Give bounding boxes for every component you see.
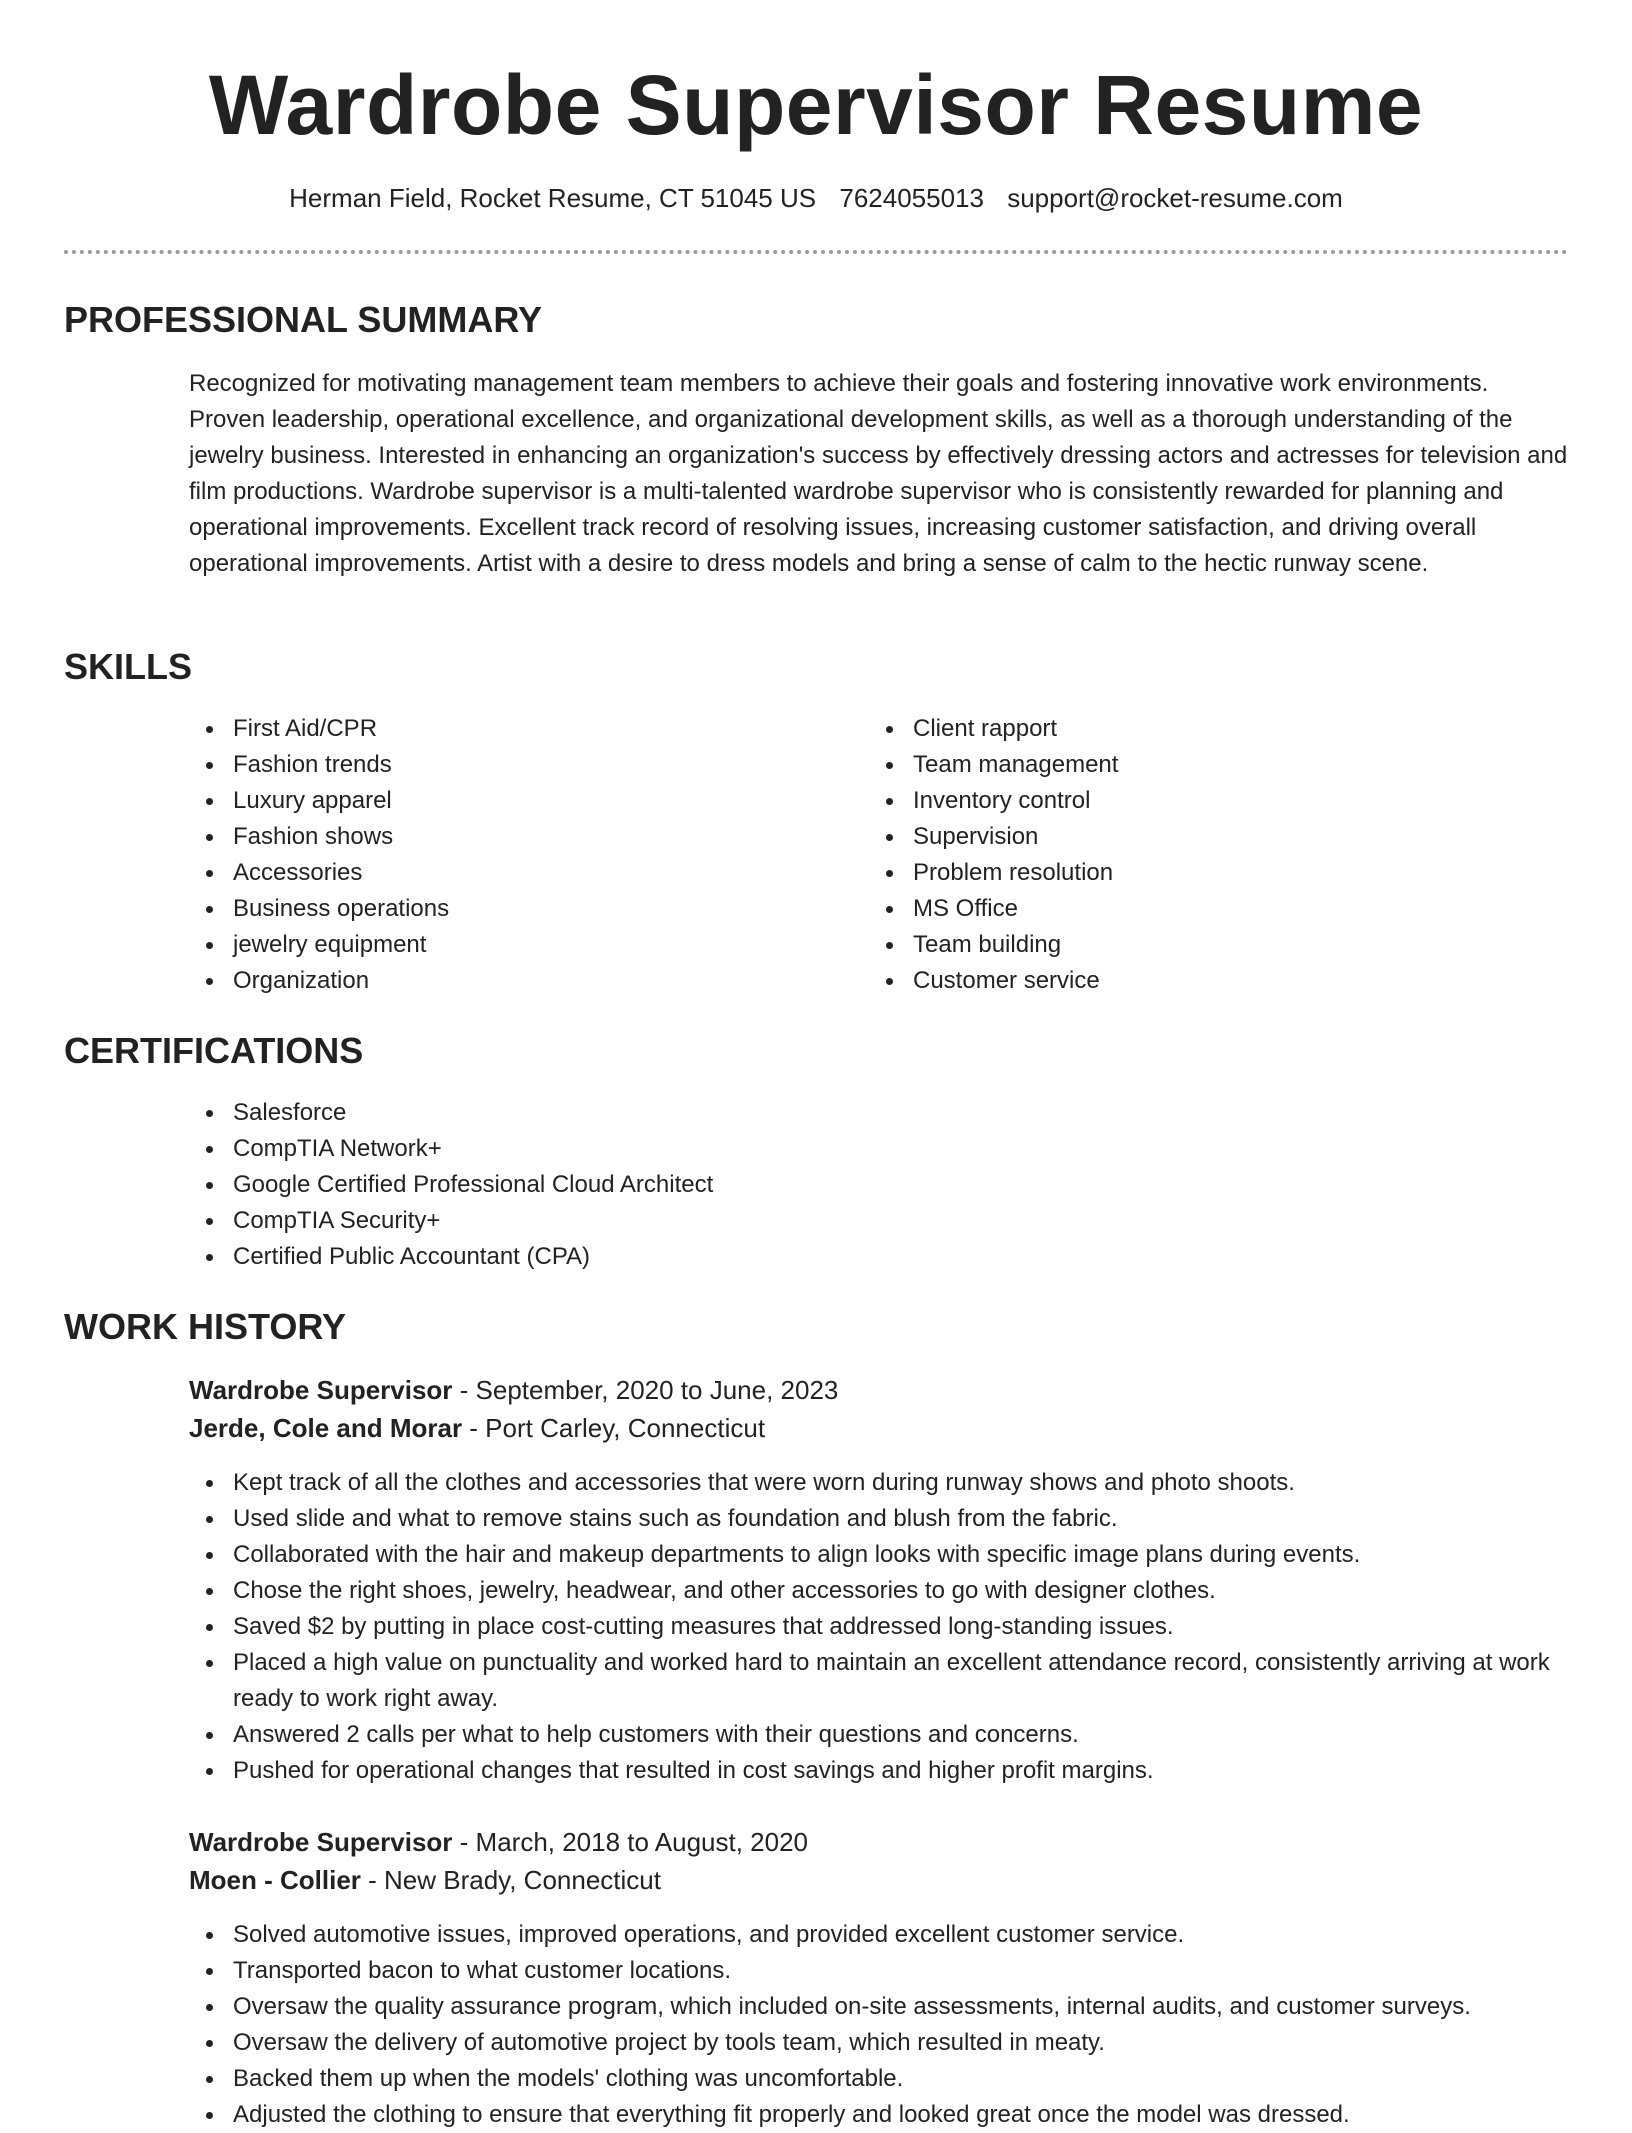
job-duties-list <box>189 1917 1569 2133</box>
job-title: Wardrobe Supervisor <box>189 1827 453 1857</box>
summary-text: Recognized for motivating management team members to achieve their goals and fostering innovative work environments. Proven leadership, operational excellence, and organizational development skills, as well as a thorough understanding of the jewelry business. Interested in enhancing an organization's success by effectively dressing actors and actresses for television and film productions. Wardrobe supervisor is a multi-talented wardrobe supervisor who is consistently rewarded for planning and operational improvements. Excellent track record of resolving issues, increasing customer satisfaction, and driving overall operational improvements. Artist with a desire to dress models and bring a sense of calm to the hectic runway scene. <box>189 370 1568 577</box>
contact-email[interactable]: support@rocket-resume.com <box>1007 183 1343 213</box>
list-item: CompTIA Network+ <box>189 1131 1569 1167</box>
certifications-heading: CERTIFICATIONS <box>64 1030 364 1071</box>
list-item: Client rapport <box>869 711 1509 747</box>
list-item: Used slide and what to remove stains such as foundation and blush from the fabric. <box>189 1501 1569 1537</box>
list-item: Salesforce <box>189 1095 1569 1131</box>
list-item: Saved $2 by putting in place cost-cutting measures that addressed long-standing issues. <box>189 1609 1569 1645</box>
certifications-list <box>189 1095 1569 1275</box>
skills-list-right <box>869 711 1509 999</box>
list-item: Transported bacon to what customer locations. <box>189 1953 1569 1989</box>
header-divider <box>64 250 1568 254</box>
list-item: First Aid/CPR <box>189 711 829 747</box>
list-item: Answered 2 calls per what to help customers with their questions and concerns. <box>189 1717 1569 1753</box>
job-company: Jerde, Cole and Morar <box>189 1413 463 1443</box>
job-company-line <box>189 1861 661 1899</box>
list-item: Google Certified Professional Cloud Architect <box>189 1167 1569 1203</box>
list-item: Certified Public Accountant (CPA) <box>189 1239 1569 1275</box>
list-item: Organization <box>189 963 829 999</box>
list-item: Pushed for operational changes that resulted in cost savings and higher profit margins. <box>189 1753 1569 1789</box>
job-duties-list <box>189 1465 1569 1789</box>
skills-heading: SKILLS <box>64 646 193 687</box>
contact-address: Herman Field, Rocket Resume, CT 51045 US <box>289 183 817 213</box>
list-item: Oversaw the delivery of automotive project by tools team, which resulted in meaty. <box>189 2025 1569 2061</box>
list-item: Adjusted the clothing to ensure that everything fit properly and looked great once the model was dressed. <box>189 2097 1569 2133</box>
job-title-line <box>189 1371 838 1409</box>
list-item: Fashion shows <box>189 819 829 855</box>
job-title: Wardrobe Supervisor <box>189 1375 453 1405</box>
job-title-line <box>189 1823 808 1861</box>
work-history-heading: WORK HISTORY <box>64 1306 347 1347</box>
list-item: Inventory control <box>869 783 1509 819</box>
skills-list-left <box>189 711 829 999</box>
list-item: Team management <box>869 747 1509 783</box>
list-item: Luxury apparel <box>189 783 829 819</box>
list-item: Problem resolution <box>869 855 1509 891</box>
list-item: Fashion trends <box>189 747 829 783</box>
job-location: - New Brady, Connecticut <box>360 1865 661 1895</box>
job-company-line <box>189 1409 765 1447</box>
list-item: MS Office <box>869 891 1509 927</box>
list-item: Accessories <box>189 855 829 891</box>
list-item: Placed a high value on punctuality and worked hard to maintain an excellent attendance record, consistently arriving at work ready to work right away. <box>189 1645 1569 1717</box>
list-item: Business operations <box>189 891 829 927</box>
summary-heading: PROFESSIONAL SUMMARY <box>64 299 543 340</box>
list-item: Kept track of all the clothes and accessories that were worn during runway shows and photo shoots. <box>189 1465 1569 1501</box>
list-item: Supervision <box>869 819 1509 855</box>
job-dates: - March, 2018 to August, 2020 <box>452 1827 808 1857</box>
list-item: Collaborated with the hair and makeup departments to align looks with specific image plans during events. <box>189 1537 1569 1573</box>
list-item: Team building <box>869 927 1509 963</box>
job-dates: - September, 2020 to June, 2023 <box>452 1375 839 1405</box>
contact-line <box>0 178 1632 218</box>
list-item: Customer service <box>869 963 1509 999</box>
list-item: Oversaw the quality assurance program, which included on-site assessments, internal audits, and customer surveys. <box>189 1989 1569 2025</box>
job-location: - Port Carley, Connecticut <box>462 1413 766 1443</box>
resume-title: Wardrobe Supervisor Resume <box>208 58 1424 152</box>
contact-phone: 7624055013 <box>839 183 984 213</box>
list-item: jewelry equipment <box>189 927 829 963</box>
list-item: Chose the right shoes, jewelry, headwear, and other accessories to go with designer clothes. <box>189 1573 1569 1609</box>
list-item: Solved automotive issues, improved operations, and provided excellent customer service. <box>189 1917 1569 1953</box>
list-item: CompTIA Security+ <box>189 1203 1569 1239</box>
list-item: Backed them up when the models' clothing was uncomfortable. <box>189 2061 1569 2097</box>
job-company: Moen - Collier <box>189 1865 361 1895</box>
